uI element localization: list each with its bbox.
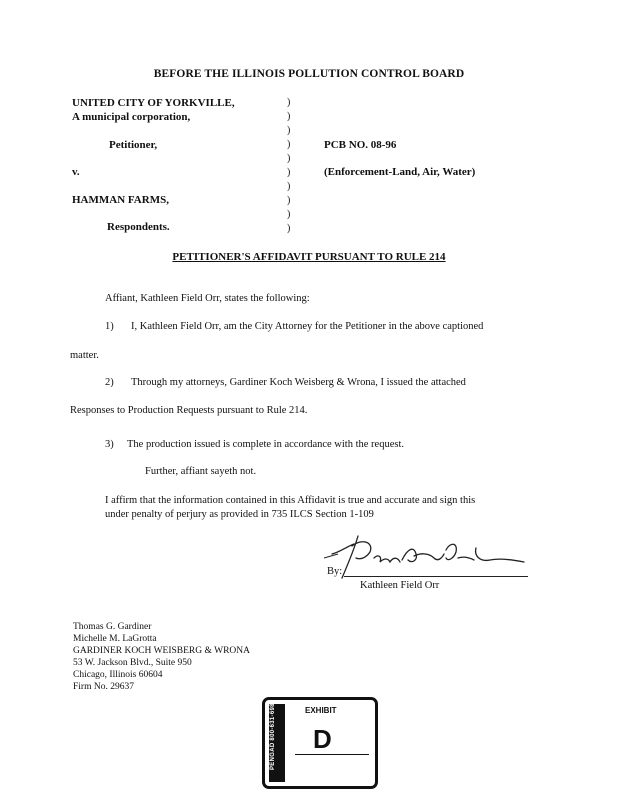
attorney-line-2: Michelle M. LaGrotta: [73, 634, 157, 644]
affirmation-line-1: I affirm that the information contained in this Affidavit is true and accurate and sign this: [105, 495, 476, 506]
affidavit-heading: PETITIONER'S AFFIDAVIT PURSUANT TO RULE 214: [172, 251, 446, 263]
firm-name: GARDINER KOCH WEISBERG & WRONA: [73, 646, 250, 656]
caption-paren: ): [287, 167, 291, 178]
paragraph-1-number: 1): [105, 321, 114, 332]
signer-name: Kathleen Field Orr: [360, 580, 440, 591]
firm-number: Firm No. 29637: [73, 682, 134, 692]
caption-paren: ): [287, 139, 291, 150]
affirmation-line-2: under penalty of perjury as provided in 735 ILCS Section 1-109: [105, 509, 374, 520]
exhibit-sticker: [262, 697, 378, 789]
attorney-line-1: Thomas G. Gardiner: [73, 622, 152, 632]
further-text: Further, affiant sayeth not.: [145, 466, 257, 477]
caption-paren: ): [287, 125, 291, 136]
versus-label: v.: [72, 166, 80, 178]
exhibit-side-text: PENGAD 800-631-6989: [270, 699, 276, 770]
handwritten-signature: [318, 528, 528, 586]
caption-paren: ): [287, 181, 291, 192]
paragraph-3-number: 3): [105, 439, 114, 450]
exhibit-line: [295, 754, 369, 755]
firm-city: Chicago, Illinois 60604: [73, 670, 163, 680]
case-type: (Enforcement-Land, Air, Water): [324, 166, 476, 178]
paragraph-2-number: 2): [105, 377, 114, 388]
caption-paren: ): [287, 223, 291, 234]
plaintiff-description: A municipal corporation,: [72, 111, 191, 123]
caption-paren: ): [287, 153, 291, 164]
signature-by-label: By:: [327, 566, 343, 577]
paragraph-1-line-2: matter.: [70, 350, 99, 361]
intro-text: Affiant, Kathleen Field Orr, states the following:: [105, 293, 310, 304]
paragraph-2-line-2: Responses to Production Requests pursuant to Rule 214.: [70, 405, 308, 416]
caption-paren: ): [287, 209, 291, 220]
exhibit-letter: D: [313, 724, 332, 754]
caption-paren: ): [287, 97, 291, 108]
signature-line: [344, 576, 528, 577]
plaintiff-name: UNITED CITY OF YORKVILLE,: [72, 97, 235, 109]
firm-street: 53 W. Jackson Blvd., Suite 950: [73, 658, 192, 668]
paragraph-1-line-1: I, Kathleen Field Orr, am the City Attorney for the Petitioner in the above captioned: [131, 321, 484, 332]
paragraph-3-line-1: The production issued is complete in accordance with the request.: [127, 439, 404, 450]
document-title: BEFORE THE ILLINOIS POLLUTION CONTROL BOARD: [153, 68, 465, 80]
caption-paren: ): [287, 111, 291, 122]
defendant-name: HAMMAN FARMS,: [72, 194, 169, 206]
petitioner-label: Petitioner,: [109, 139, 158, 151]
exhibit-label: EXHIBIT: [305, 706, 337, 715]
case-number: PCB NO. 08-96: [324, 139, 397, 151]
caption-paren: ): [287, 195, 291, 206]
respondents-label: Respondents.: [107, 221, 170, 233]
paragraph-2-line-1: Through my attorneys, Gardiner Koch Weisberg & Wrona, I issued the attached: [131, 377, 466, 388]
